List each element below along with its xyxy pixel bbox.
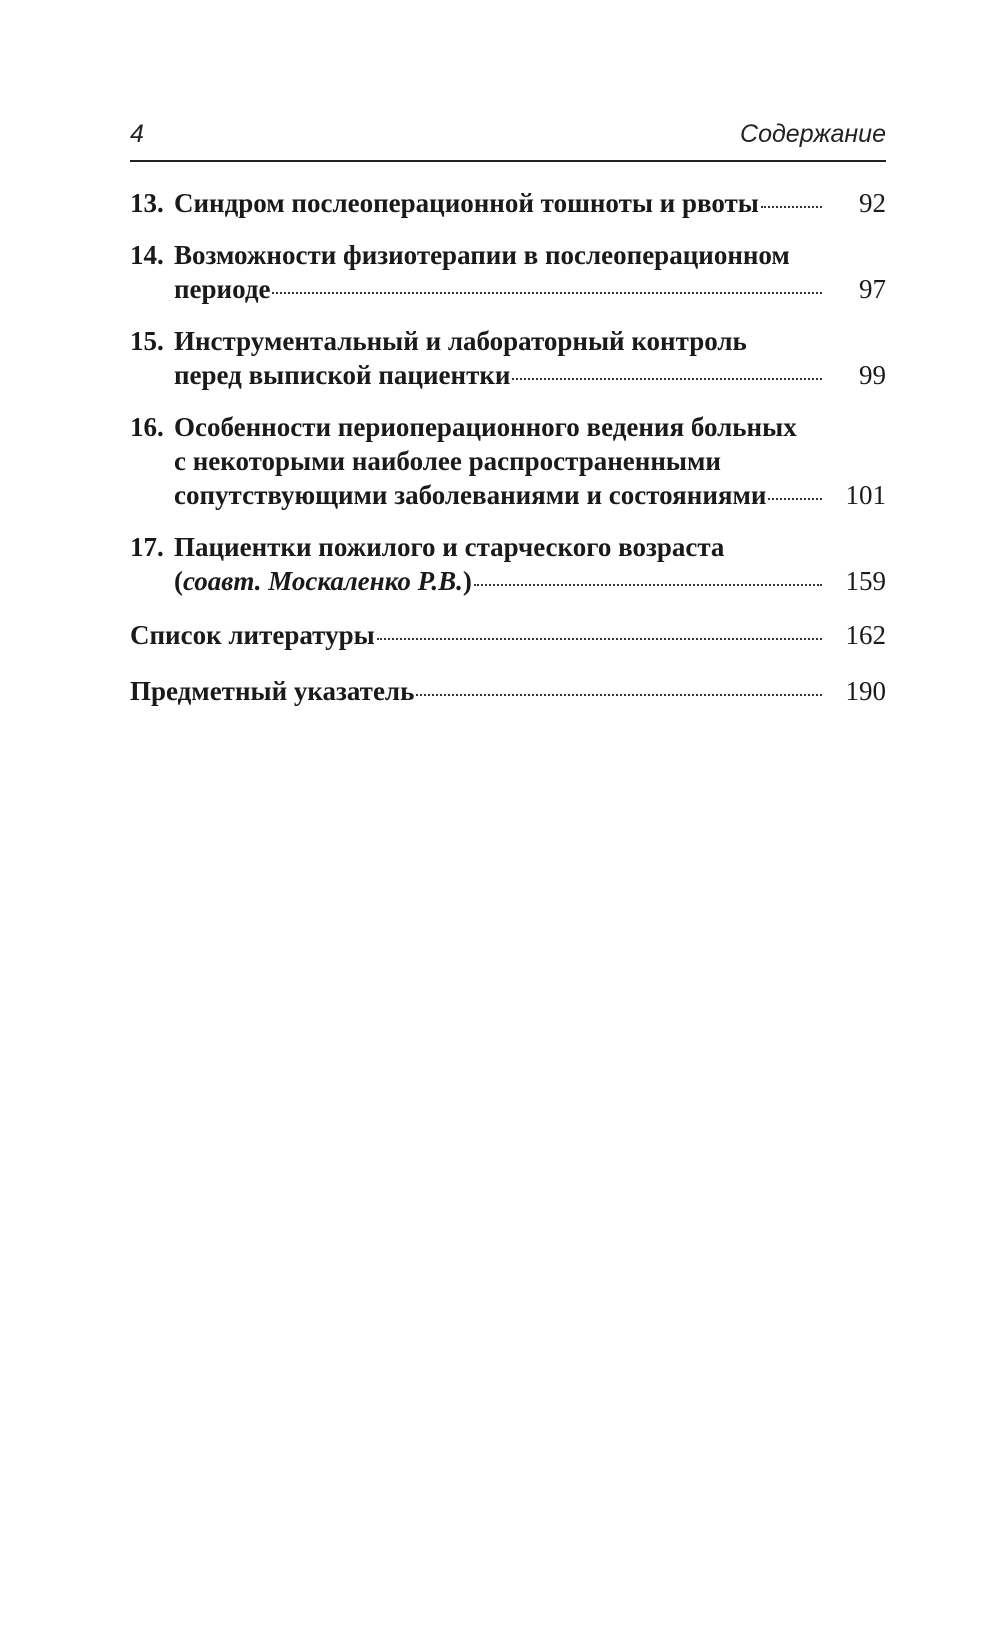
toc-entry-page: 162 — [845, 620, 886, 650]
toc-entry-title: Инструментальный и лабораторный контроль — [174, 326, 747, 356]
leader-dots — [474, 584, 822, 586]
toc-entry-title-end: сопутствующими заболеваниями и состояниями — [174, 480, 767, 510]
leader-dots — [416, 694, 822, 696]
toc-entry-title-end: периоде — [174, 274, 271, 304]
section-title: Содержание — [740, 120, 886, 148]
toc-entry-page: 101 — [845, 480, 886, 510]
running-header — [130, 116, 886, 162]
coauthor-name: соавт. Москаленко Р.В. — [183, 566, 463, 596]
toc-entry-index[interactable] — [130, 674, 886, 708]
toc-entry-title: Синдром послеоперационной тошноты и рвоты — [174, 188, 759, 218]
coauthor-open: ( — [174, 566, 183, 596]
toc-entry[interactable] — [130, 238, 886, 306]
leader-dots — [512, 378, 822, 380]
toc-entry-number: 15. — [130, 326, 164, 356]
toc-entry-title-end: перед выпиской пациентки — [174, 360, 511, 390]
toc-entry[interactable] — [130, 186, 886, 220]
toc-entry[interactable] — [130, 530, 886, 598]
table-of-contents — [130, 186, 886, 708]
leader-dots — [768, 498, 822, 500]
coauthor-close: ) — [462, 566, 472, 596]
toc-entry-number: 16. — [130, 412, 164, 442]
toc-entry[interactable] — [130, 410, 886, 512]
toc-entry-page: 92 — [859, 188, 886, 218]
toc-entry[interactable] — [130, 324, 886, 392]
leader-dots — [761, 206, 822, 208]
page-number: 4 — [130, 120, 144, 148]
toc-entry-number: 13. — [130, 188, 164, 218]
toc-entry-number: 17. — [130, 532, 164, 562]
toc-entry-title: Особенности периоперационного ведения больных — [174, 412, 797, 442]
toc-entry-references[interactable] — [130, 618, 886, 652]
toc-entry-title: Предметный указатель — [130, 676, 415, 706]
toc-entry-page: 99 — [859, 360, 886, 390]
toc-entry-title-cont: с некоторыми наиболее распространенными — [174, 446, 721, 476]
toc-entry-title: Возможности физиотерапии в послеоперационном — [174, 240, 790, 270]
toc-entry-page: 97 — [859, 274, 886, 304]
toc-entry-title: Пациентки пожилого и старческого возраста — [174, 532, 725, 562]
toc-entry-page: 190 — [845, 676, 886, 706]
toc-entry-page: 159 — [845, 566, 886, 596]
toc-entry-title: Список литературы — [130, 620, 375, 650]
toc-entry-number: 14. — [130, 240, 164, 270]
leader-dots — [377, 638, 822, 640]
leader-dots — [272, 292, 822, 294]
